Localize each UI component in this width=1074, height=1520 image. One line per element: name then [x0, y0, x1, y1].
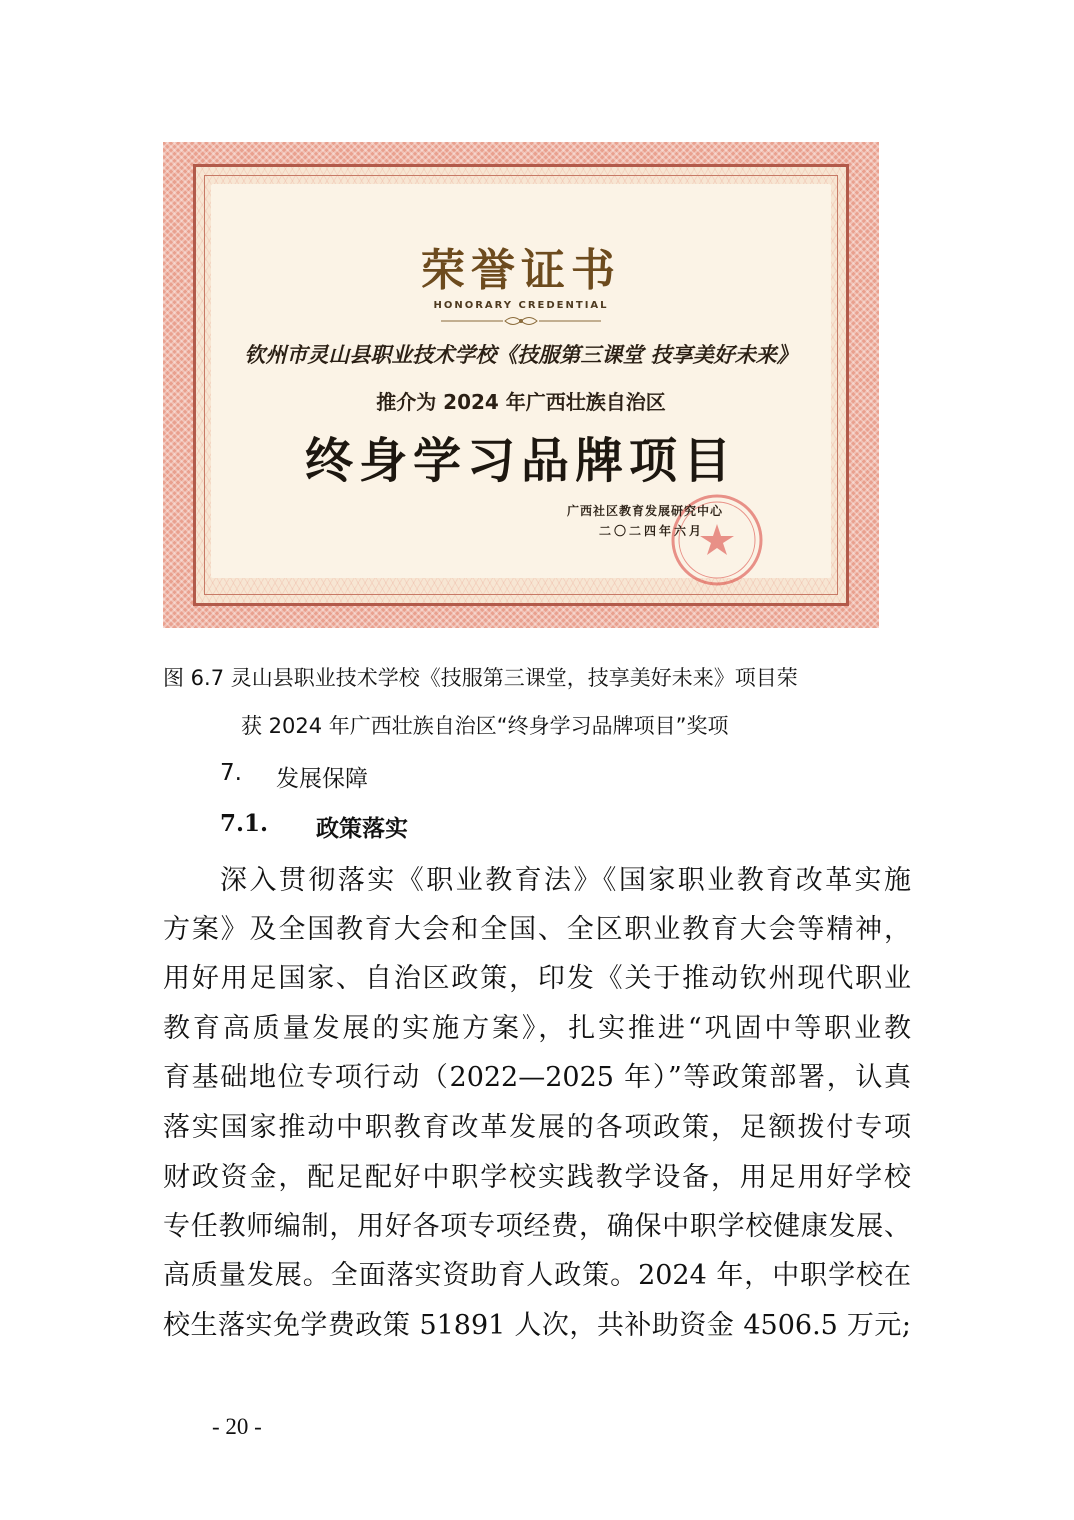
paragraph-line: 专任教师编制，用好各项专项经费，确保中职学校健康发展、 [163, 1211, 911, 1242]
certificate-image [163, 142, 879, 628]
paragraph-line: 教育高质量发展的实施方案》，扎实推进“巩固中等职业教 [163, 1013, 911, 1044]
paragraph-line: 高质量发展。全面落实资助育人政策。2024 年，中职学校在 [163, 1260, 911, 1291]
certificate-subtitle: HONORARY CREDENTIAL [433, 300, 609, 311]
paragraph-line: 校生落实免学费政策 51891 人次，共补助资金 4506.5 万元; [163, 1310, 911, 1341]
paragraph-line: 深入贯彻落实《职业教育法》《国家职业教育改革实施 [220, 865, 911, 896]
page-number: - 20 - [212, 1414, 262, 1439]
paragraph-line: 落实国家推动中职教育改革发展的各项政策，足额拨付专项 [163, 1112, 911, 1143]
paragraph-line: 方案》及全国教育大会和全国、全区职业教育大会等精神， [163, 914, 911, 945]
ornament-divider-icon [441, 314, 601, 328]
paragraph-line: 用好用足国家、自治区政策，印发《关于推动钦州现代职业 [163, 963, 911, 994]
paragraph-line: 育基础地位专项行动（2022—2025 年）”等政策部署，认真 [163, 1062, 911, 1093]
subsection-title: 政策落实 [316, 815, 408, 842]
figure-caption-line-1: 图 6.7 灵山县职业技术学校《技服第三课堂，技享美好未来》项目荣 [163, 666, 798, 690]
subsection-number: 7.1. [220, 810, 269, 837]
paragraph-line: 财政资金，配足配好中职学校实践教学设备，用足用好学校 [163, 1162, 911, 1193]
figure-caption-line-2: 获 2024 年广西壮族自治区“终身学习品牌项目”奖项 [241, 714, 729, 738]
certificate-date: 二〇二四年六月 [599, 524, 705, 538]
certificate-issuer: 广西社区教育发展研究中心 [567, 504, 724, 518]
certificate-recommend-line: 推介为 2024 年广西壮族自治区 [376, 390, 666, 414]
section-number: 7. [220, 760, 242, 786]
certificate-project-line: 终身学习品牌项目 [304, 433, 737, 489]
section-title: 发展保障 [276, 766, 368, 792]
certificate-school-line: 钦州市灵山县职业技术学校《技服第三课堂 技享美好未来》 [244, 342, 798, 367]
certificate-title: 荣誉证书 [421, 245, 621, 296]
